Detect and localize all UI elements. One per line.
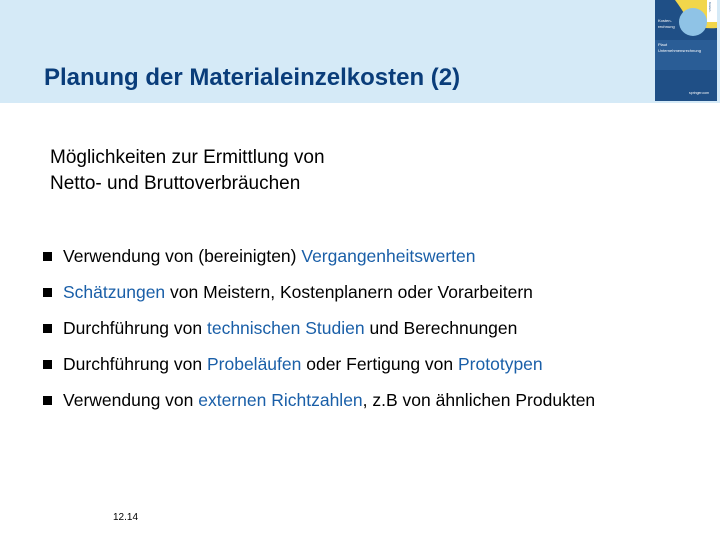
bullet-list (43, 242, 683, 422)
bullet-text: und Berechnungen (364, 318, 518, 338)
bullet-highlight-text: Probeläufen (206, 354, 302, 374)
page-number: 12.14 (113, 512, 139, 523)
intro-text (50, 145, 325, 197)
bullet-highlight-text: technischen Studien (206, 318, 365, 338)
bullet-square-icon (43, 396, 52, 405)
bullet-highlight-text: Prototypen (458, 354, 543, 374)
bullet-square-icon (43, 252, 52, 261)
book-cover-image (655, 0, 717, 101)
slide-title: Planung der Materialeinzelkosten (2) (44, 64, 461, 91)
cover-line-3: Plaut (658, 42, 668, 47)
bullet-text: oder Fertigung von (301, 354, 458, 374)
cover-spine-text: Kosten- (708, 2, 712, 13)
bullet-highlight-text: Vergangenheitswerten (301, 246, 476, 266)
bullet-text: , z.B von ähnlichen Produkten (362, 390, 596, 410)
bullet-item (43, 350, 683, 378)
bullet-text: Durchführung von (63, 318, 207, 338)
bullet-highlight-text: externen Richtzahlen (198, 390, 363, 410)
bullet-text: von Meistern, Kostenplanern oder Vorarbeitern (165, 282, 533, 302)
cover-line-2: rechnung (658, 24, 675, 29)
bullet-square-icon (43, 288, 52, 297)
cover-line-1: Kosten- (658, 18, 672, 23)
bullet-highlight-text: Schätzungen (63, 282, 166, 302)
bullet-text: Verwendung von (63, 390, 199, 410)
intro-line-2: Netto- und Bruttoverbräuchen (50, 173, 301, 194)
bullet-square-icon (43, 360, 52, 369)
bullet-square-icon (43, 324, 52, 333)
bullet-text: Durchführung von (63, 354, 207, 374)
intro-line-1: Möglichkeiten zur Ermittlung von (50, 147, 325, 168)
bullet-item (43, 314, 683, 342)
cover-line-4: Unternehmensrechnung (658, 48, 701, 53)
bullet-item (43, 242, 683, 270)
bullet-text: Verwendung von (bereinigten) (63, 246, 302, 266)
bullet-item (43, 278, 683, 306)
cover-publisher: springer.com (689, 91, 710, 95)
bullet-item (43, 386, 683, 414)
